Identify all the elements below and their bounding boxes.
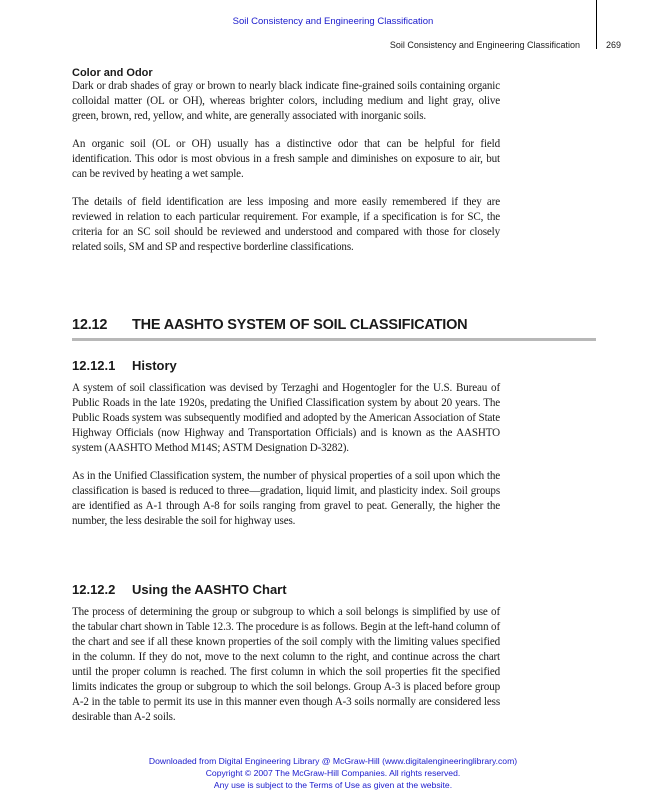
history-section <box>72 358 500 529</box>
using-chart-paragraph-1: The process of determining the group or subgroup to which a soil belongs is simplified by use of the tabular chart shown in Table 12.3. The procedure is as follows. Begin at the left-hand column of the chart and see if all these known properties of the soil comply with the limiting values specified in the column. If they do not, move to the next column to the right, and continue across the chart until the proper column is reached. The first column in which the soil properties fit the specified limits indicates the group or subgroup to which the soil belongs. Group A-3 is placed before group A-2 in the table to permit its use in this manner even though A-3 soils normally are considered less desirable than A-2 soils. <box>72 606 500 723</box>
section-number: 12.12 <box>72 317 108 333</box>
history-paragraph-2: As in the Unified Classification system, the number of physical properties of a soil upon which the classification is based is reduced to three—gradation, liquid limit, and plasticity index. Soil groups are identified as A-1 through A-8 for soils ranging from gravel to peat. Generally, the higher the number, the less desirable the soil for highway uses. <box>72 470 500 527</box>
footer <box>0 755 666 791</box>
page-number: 269 <box>606 40 622 50</box>
top-chapter-link[interactable]: Soil Consistency and Engineering Classification <box>232 16 434 27</box>
color-odor-heading: Color and Odor <box>72 67 153 79</box>
using-chart-heading <box>72 582 500 597</box>
using-chart-section <box>72 582 500 725</box>
history-title: History <box>132 358 177 373</box>
history-number: 12.12.1 <box>72 358 116 373</box>
using-chart-title: Using the AASHTO Chart <box>132 582 287 597</box>
color-odor-paragraph-1: Dark or drab shades of gray or brown to nearly black indicate fine-grained soils containing organic colloidal matter (OL or OH), whereas brighter colors, including medium and light gray, olive green, brown, red, yellow, and white, are generally associated with inorganic soils. <box>72 80 500 122</box>
footer-terms-link[interactable]: Any use is subject to the Terms of Use as given at the website. <box>213 780 453 790</box>
color-odor-paragraph-2: An organic soil (OL or OH) usually has a distinctive odor that can be helpful for field identification. This odor is most obvious in a fresh sample and diminishes on exposure to air, but can be revived by heating a wet sample. <box>72 138 500 180</box>
history-paragraph-1: A system of soil classification was devised by Terzaghi and Hogentogler for the U.S. Bureau of Public Roads in the late 1920s, predating the Unified Classification system by about 20 years. The Public Roads system was subsequently modified and adopted by the American Association of State Highway Officials (now Highway and Transportation Officials) and is known as the AASHTO system (AASHTO Method M14S; ASTM Designation D-3282). <box>72 382 500 454</box>
using-chart-number: 12.12.2 <box>72 582 116 597</box>
color-odor-paragraph-3: The details of field identification are less imposing and more easily remembered if they are reviewed in relation to each particular requirement. For example, if a specification is for SC, the criteria for an SC soil should be reviewed and understood and compared with those for closely related soils, SM and SP and respective borderline classifications. <box>72 196 500 253</box>
header-divider <box>596 0 597 49</box>
section-heading <box>72 317 596 333</box>
section-title: THE AASHTO SYSTEM OF SOIL CLASSIFICATION <box>132 317 468 333</box>
running-head: Soil Consistency and Engineering Classification <box>389 40 580 50</box>
footer-copyright: Copyright © 2007 The McGraw-Hill Companies. All rights reserved. <box>205 768 461 778</box>
section-rule <box>72 338 596 341</box>
color-odor-section <box>72 67 500 255</box>
footer-download-link[interactable]: Downloaded from Digital Engineering Library @ McGraw-Hill (www.digitalengineeringlibrary.com) <box>148 756 518 766</box>
history-heading <box>72 358 500 373</box>
